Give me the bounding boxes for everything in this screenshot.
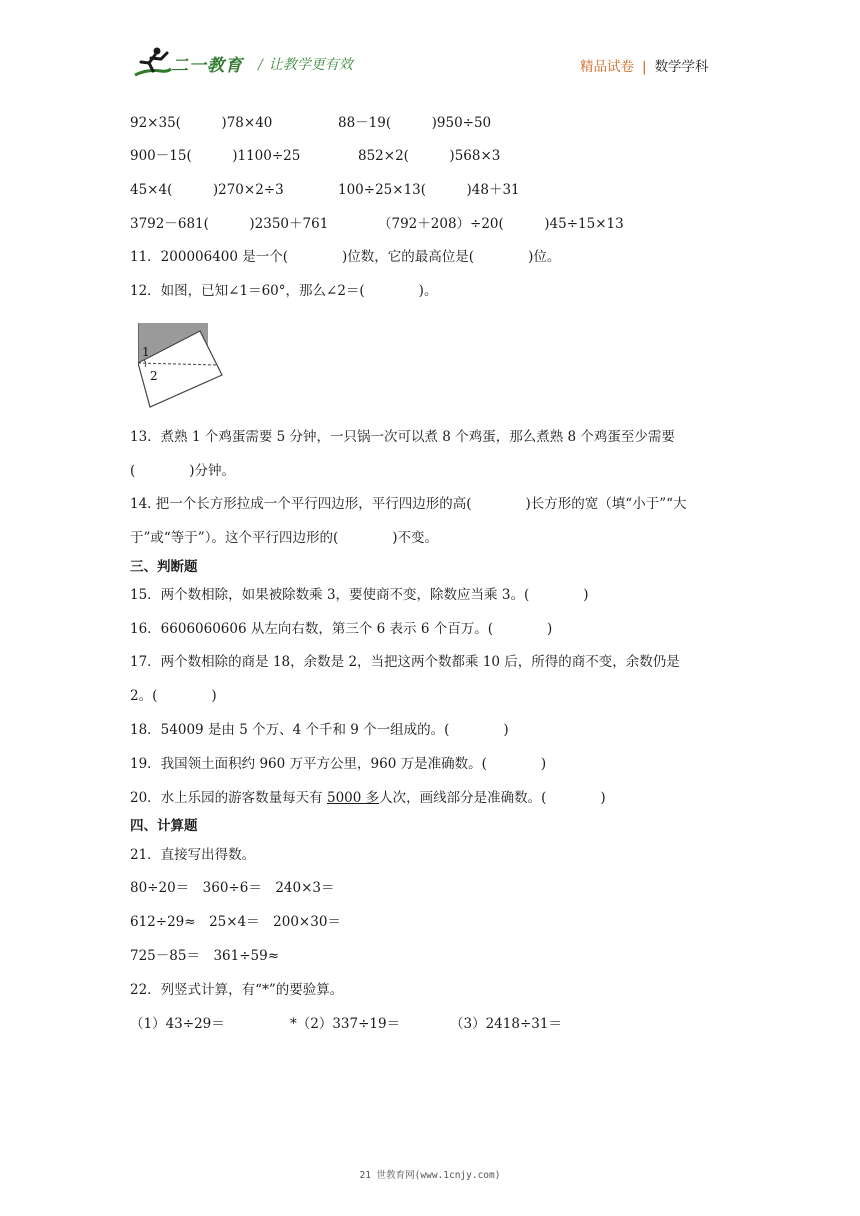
question-19: 19．我国领土面积约 960 万平方公里，960 万是准确数。( )	[130, 756, 547, 772]
header-right: 精品试卷 | 数学学科	[580, 59, 709, 75]
question-17: 17．两个数相除的商是 18，余数是 2，当把这两个数都乘 10 后，所得的商不变，余数仍是	[130, 654, 680, 670]
question-20: 20．水上乐园的游客数量每天有 5000 多人次，画线部分是准确数。( )	[130, 790, 606, 806]
compare-row: 45×4( )270×2÷3 100÷25×13( )48＋31	[130, 182, 520, 198]
runner-logo-icon	[133, 45, 173, 81]
question-17-cont: 2。( )	[130, 688, 217, 704]
header-subject: 数学学科	[654, 59, 709, 75]
calc-row: 612÷29≈ 25×4＝ 200×30＝	[130, 914, 341, 930]
question-13: 13．煮熟 1 个鸡蛋需要 5 分钟，一只锅一次可以煮 8 个鸡蛋，那么煮熟 8 个鸡蛋至少需要	[130, 429, 675, 445]
section-title-calc: 四、计算题	[130, 818, 198, 834]
underlined-text: 5000 多	[326, 790, 380, 806]
question-16: 16．6606060606 从左向右数，第三个 6 表示 6 个百万。( )	[130, 621, 553, 637]
angle-2-label: 2	[150, 369, 158, 383]
question-14-cont: 于”或“等于”）。这个平行四边形的( )不变。	[130, 530, 438, 546]
calc-row: 725－85＝ 361÷59≈	[130, 948, 280, 964]
question-22-items: （1）43÷29＝ *（2）337÷19＝ （3）2418÷31＝	[130, 1016, 562, 1032]
question-21: 21．直接写出得数。	[130, 847, 256, 863]
question-18: 18．54009 是由 5 个万、4 个千和 9 个一组成的。( )	[130, 722, 509, 738]
section-title-judgment: 三、判断题	[130, 559, 198, 575]
question-13-cont: ( )分钟。	[130, 463, 236, 479]
compare-row: 92×35( )78×40 88－19( )950÷50	[130, 115, 492, 131]
header-label: 精品试卷	[580, 59, 634, 75]
calc-row: 80÷20＝ 360÷6＝ 240×3＝	[130, 880, 335, 896]
slogan: / 让教学更有效	[258, 57, 353, 73]
slogan-text: 让教学更有效	[268, 57, 353, 73]
question-11: 11．200006400 是一个( )位数，它的最高位是( )位。	[130, 249, 561, 265]
question-22: 22．列竖式计算，有“*”的要验算。	[130, 982, 344, 998]
question-15: 15．两个数相除，如果被除数乘 3，要使商不变，除数应当乘 3。( )	[130, 587, 589, 603]
question-12: 12．如图，已知∠1＝60°，那么∠2＝( )。	[130, 283, 438, 299]
footer: 21 世教育网(www.1cnjy.com)	[359, 1170, 501, 1181]
logo-text: 二一教育	[171, 56, 243, 76]
page-header	[0, 0, 860, 100]
compare-row: 900－15( )1100÷25 852×2( )568×3	[130, 148, 501, 164]
question-14: 14. 把一个长方形拉成一个平行四边形，平行四边形的高( )长方形的宽（填“小于”“大	[130, 496, 687, 512]
angle-1-label: 1	[142, 345, 150, 359]
logo	[133, 45, 248, 81]
compare-row: 3792－681( )2350＋761 （792＋208）÷20( )45÷15×13	[130, 216, 624, 232]
angle-figure	[138, 323, 224, 409]
